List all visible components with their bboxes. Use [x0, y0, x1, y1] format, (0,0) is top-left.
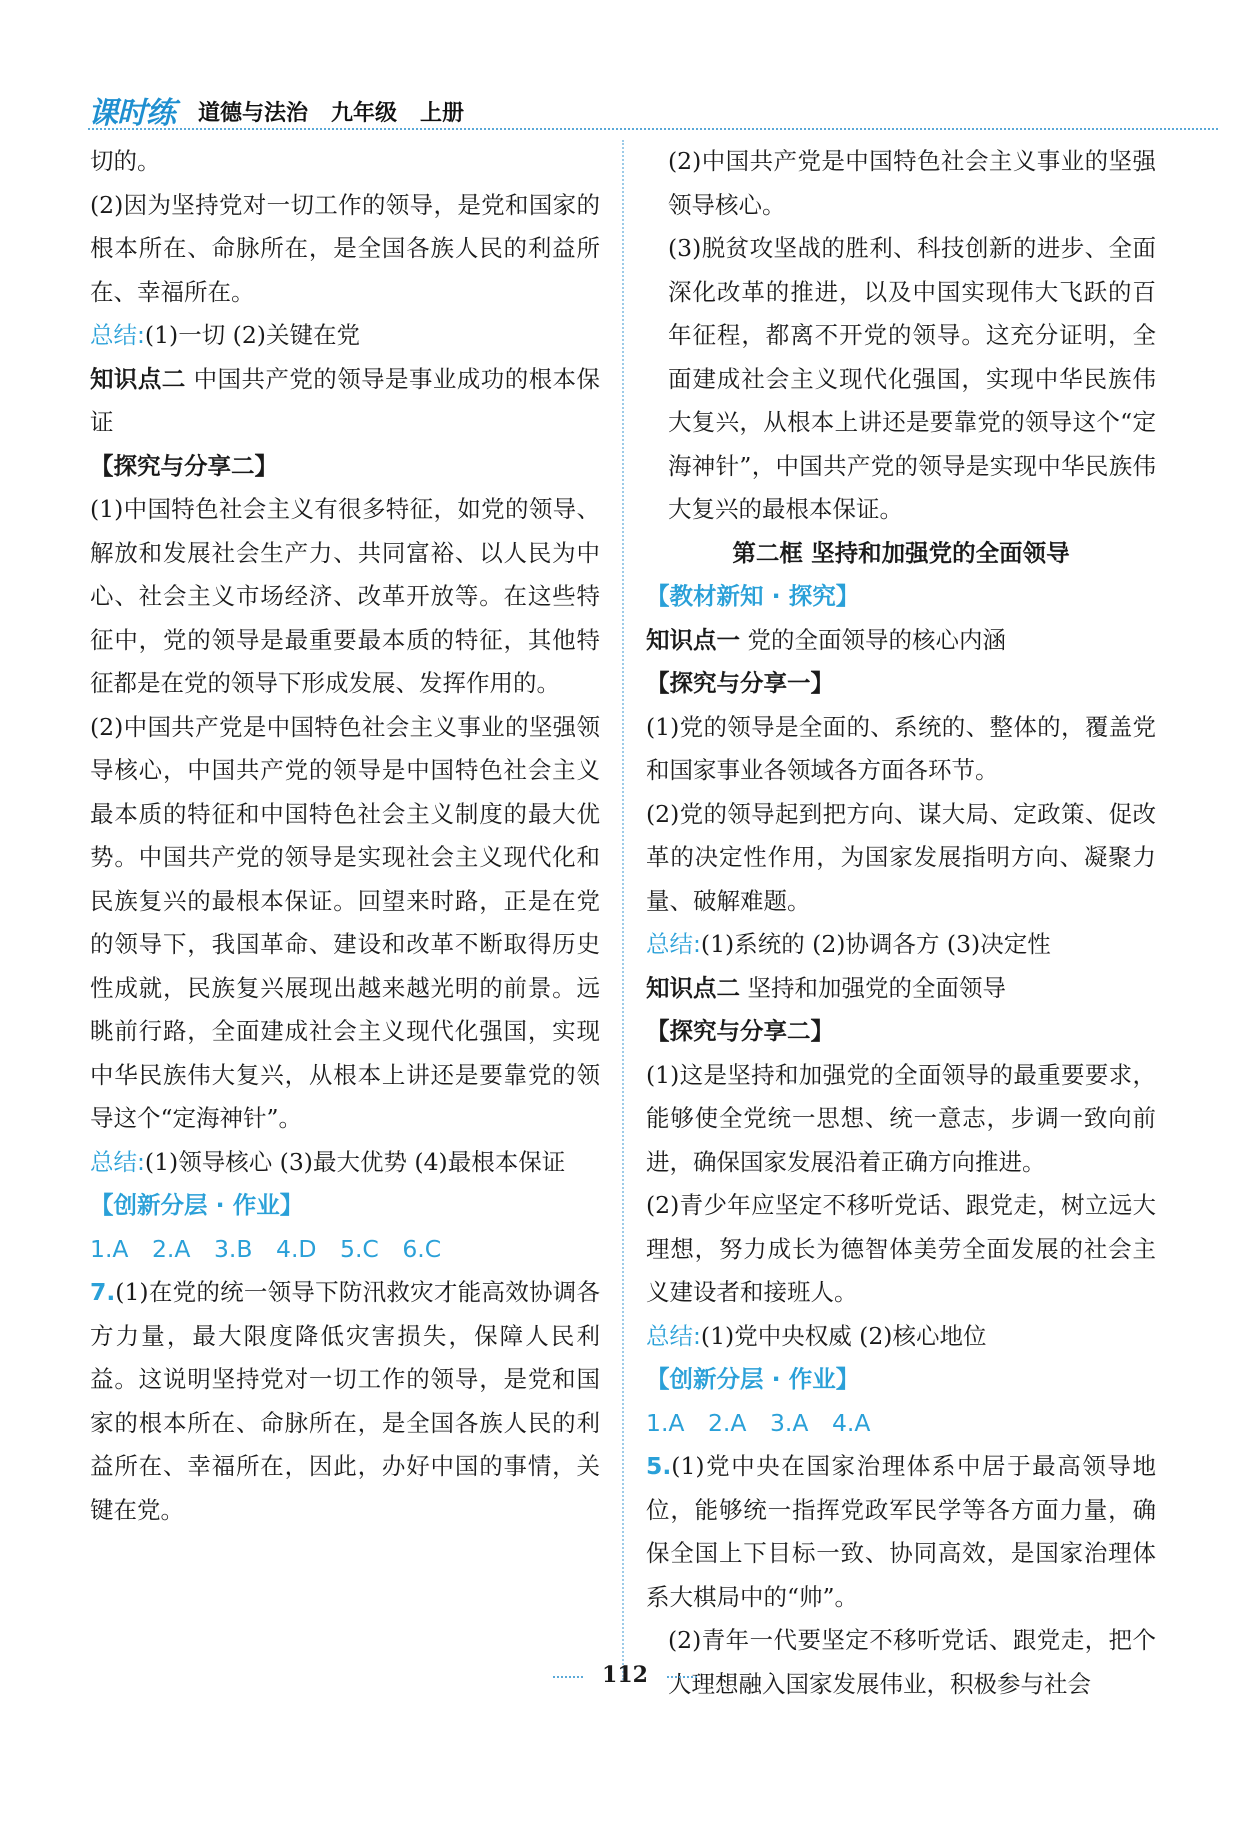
answer-text: (1)在党的统一领导下防汛救灾才能高效协调各方力量，最大限度降低灾害损失，保障人民利益。这说明坚持党对一切工作的领导，是党和国家的根本所在、命脉所在，是全国各族人民的利益所在、幸福所在，因此，办好中国的事情，关键在党。	[90, 1278, 600, 1524]
section-heading: 【探究与分享一】	[646, 669, 834, 697]
frame-title: 第二框 坚持和加强党的全面领导	[732, 538, 1070, 567]
paragraph: (3)脱贫攻坚战的胜利、科技创新的进步、全面深化改革的推进，以及中国实现伟大飞跃的百年征程，都离不开党的领导。这充分证明，全面建成社会主义现代化强国，实现中华民族伟大复兴，从根本上讲还是要靠党的领导这个“定海神针”，中国共产党的领导是实现中华民族伟大复兴的最根本保证。	[668, 234, 1156, 523]
paragraph: (2)因为坚持党对一切工作的领导，是党和国家的根本所在、命脉所在，是全国各族人民的利益所在、幸福所在。	[90, 190, 600, 306]
paragraph: (2)中国共产党是中国特色社会主义事业的坚强领导核心。	[668, 147, 1156, 219]
summary-text: (1)党中央权威 (2)核心地位	[700, 1321, 987, 1350]
kp-title: 坚持和加强党的全面领导	[740, 973, 1006, 1002]
kp-title: 党的全面领导的核心内涵	[740, 625, 1006, 654]
summary-text: (1)系统的 (2)协调各方 (3)决定性	[700, 930, 1051, 958]
summary	[90, 314, 600, 358]
section-heading: 【教材新知 · 探究】	[646, 582, 860, 610]
answer-item: 1.A	[90, 1234, 129, 1263]
question-answer	[90, 1271, 600, 1532]
answer-item: 4.D	[276, 1234, 317, 1263]
summary-tag: 总结:	[90, 1147, 145, 1176]
answer-item: 4.A	[831, 1408, 871, 1437]
paragraph: (2)中国共产党是中国特色社会主义事业的坚强领导核心，中国共产党的领导是中国特色社会主义最本质的特征和中国特色社会主义制度的最大优势。中国共产党的领导是实现社会主义现代化和民族复兴的最根本保证。回望来时路，正是在党的领导下，我国革命、建设和改革不断取得历史性成就，民族复兴展现出越来越光明的前景。远眺前行路，全面建成社会主义现代化强国，实现中华民族伟大复兴，从根本上讲还是要靠党的领导这个“定海神针”。	[90, 712, 600, 1132]
summary	[646, 1315, 1156, 1359]
answer-list	[90, 1228, 600, 1272]
answer-item: 5.C	[340, 1234, 379, 1263]
paragraph: (2)青少年应坚定不移听党话、跟党走，树立远大理想，努力成长为德智体美劳全面发展的社会主义建设者和接班人。	[646, 1191, 1156, 1306]
book-title: 道德与法治 九年级 上册	[198, 101, 464, 126]
knowledge-point-heading	[646, 619, 1156, 663]
summary	[646, 923, 1156, 967]
brand-logo: 课时练	[88, 96, 175, 131]
page-number: 112	[585, 1662, 665, 1688]
answer-item: 3.B	[213, 1234, 253, 1263]
left-column	[90, 140, 600, 1532]
kp-label: 知识点二	[90, 364, 186, 393]
knowledge-point-heading	[646, 967, 1156, 1011]
summary	[90, 1141, 600, 1185]
summary-tag: 总结:	[90, 321, 145, 349]
question-number: 5.	[646, 1452, 672, 1480]
answer-item: 3.A	[769, 1408, 809, 1437]
homework-heading: 【创新分层 · 作业】	[646, 1365, 860, 1393]
answer-item: 6.C	[402, 1234, 442, 1263]
kp-title: 中国共产党的领导是事业成功的根本保证	[90, 364, 600, 436]
column-divider	[622, 140, 624, 1680]
section-heading: 【探究与分享二】	[90, 451, 278, 480]
paragraph: (2)党的领导起到把方向、谋大局、定政策、促改革的决定性作用，为国家发展指明方向、凝聚力量、破解难题。	[646, 799, 1156, 915]
summary-tag: 总结:	[646, 930, 701, 958]
knowledge-point-heading	[90, 358, 600, 445]
paragraph: (1)中国特色社会主义有很多特征，如党的领导、解放和发展社会生产力、共同富裕、以人民为中心、社会主义市场经济、改革开放等。在这些特征中，党的领导是最重要最本质的特征，其他特征都是在党的领导下形成发展、发挥作用的。	[90, 495, 600, 697]
paragraph: (1)党的领导是全面的、系统的、整体的，覆盖党和国家事业各领域各方面各环节。	[646, 712, 1156, 784]
answer-list	[646, 1402, 1156, 1446]
answer-item: 2.A	[707, 1408, 747, 1437]
paragraph: (1)这是坚持和加强党的全面领导的最重要要求，能够使全党统一思想、统一意志，步调一致向前进，确保国家发展沿着正确方向推进。	[646, 1060, 1156, 1176]
page-header	[88, 88, 1218, 130]
kp-label: 知识点二	[646, 973, 740, 1002]
summary-text: (1)一切 (2)关键在党	[144, 321, 360, 349]
kp-label: 知识点一	[646, 625, 740, 654]
question-answer-continued: (2)青年一代要坚定不移听党话、跟党走，把个人理想融入国家发展伟业，积极参与社会	[668, 1626, 1156, 1698]
answer-item: 2.A	[151, 1234, 191, 1263]
paragraph: 切的。	[90, 147, 161, 175]
answer-item: 1.A	[646, 1408, 685, 1437]
section-heading: 【探究与分享二】	[646, 1017, 834, 1045]
question-answer	[646, 1445, 1156, 1619]
answer-text: (1)党中央在国家治理体系中居于最高领导地位，能够统一指挥党政军民学等各方面力量，确保全国上下目标一致、协同高效，是国家治理体系大棋局中的“帅”。	[646, 1452, 1156, 1611]
summary-tag: 总结:	[646, 1321, 701, 1350]
right-column	[646, 140, 1156, 1706]
summary-text: (1)领导核心 (3)最大优势 (4)最根本保证	[144, 1147, 566, 1176]
question-number: 7.	[90, 1278, 116, 1306]
homework-heading: 【创新分层 · 作业】	[90, 1191, 304, 1219]
